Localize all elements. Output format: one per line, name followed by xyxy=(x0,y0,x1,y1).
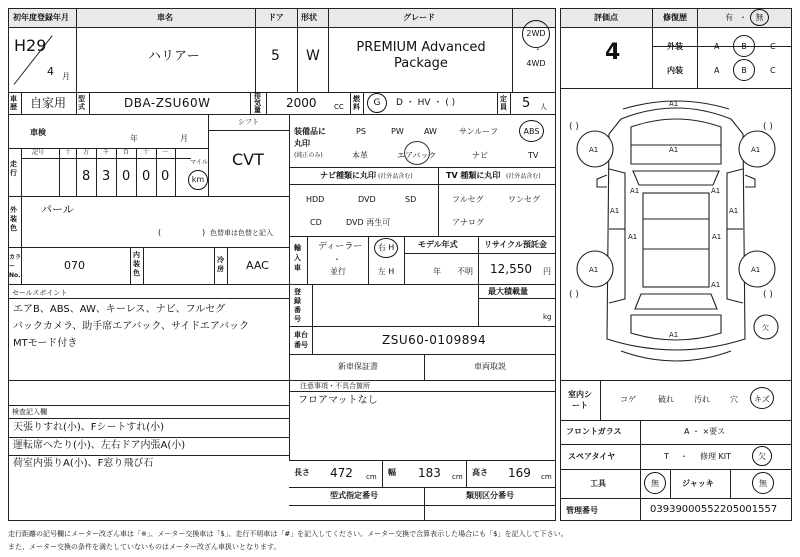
damage-mark-a1: A1 xyxy=(669,331,679,339)
right-hand: 右 H xyxy=(377,243,395,252)
usage-label: 車歴 xyxy=(10,95,17,111)
interior-label: 内装 xyxy=(667,66,683,75)
seat-scratch: キズ xyxy=(754,395,770,404)
svg-text:( ): ( ) xyxy=(763,290,773,300)
navi-title: ナビ種類に丸印 xyxy=(320,171,376,180)
equip-ps: PS xyxy=(356,127,366,136)
shift-label: シフト xyxy=(238,118,259,126)
type-no-label: 型式指定番号 xyxy=(330,491,378,500)
color-no-label: カラーNo. xyxy=(9,254,22,279)
navi-cd: CD xyxy=(310,218,322,227)
width-value: 183 xyxy=(418,466,441,480)
overall-score: 4 xyxy=(605,40,621,65)
recycle-yen: 円 xyxy=(543,267,551,276)
km-unit: km xyxy=(191,175,205,184)
sales-line: MTモード付き xyxy=(13,338,78,349)
mileage-digit: 0 xyxy=(161,169,170,184)
max-load-label: 最大積載量 xyxy=(488,287,528,296)
door-label: ドア xyxy=(268,13,284,22)
navi-sub: (社外品含む) xyxy=(378,173,413,180)
fuel-gasoline: G xyxy=(373,98,381,108)
exterior-b: B xyxy=(741,42,747,51)
tools-label: 工具 xyxy=(590,479,606,488)
right-mirror xyxy=(745,175,755,187)
height-label: 高さ xyxy=(472,468,488,477)
ac-label: 冷房 xyxy=(217,256,224,273)
interior-c: C xyxy=(770,66,776,75)
interior-color-label: 内装色 xyxy=(133,251,140,277)
notes-value: フロアマットなし xyxy=(298,395,378,406)
unit-one: 一 xyxy=(162,149,169,156)
color-no: 070 xyxy=(64,259,85,272)
model-year-unknown: 不明 xyxy=(457,267,473,276)
first-reg-month: 4 xyxy=(47,65,54,78)
damage-mark-a1: A1 xyxy=(751,146,761,154)
navi-dvd: DVD xyxy=(358,195,376,204)
mileage-digit: 0 xyxy=(142,169,151,184)
equip-navi: ナビ xyxy=(472,151,488,160)
spare-t: T xyxy=(664,452,669,461)
spare-tire-label: スペアタイヤ xyxy=(568,452,616,461)
equip-abs: ABS xyxy=(523,127,540,136)
exterior-color: パール xyxy=(41,203,74,216)
warranty-label: 新車保証書 xyxy=(338,362,378,371)
damage-mark-a1: A1 xyxy=(712,233,722,241)
damage-mark-a1: A1 xyxy=(628,233,638,241)
capacity-label: 定員 xyxy=(500,95,507,111)
model-name-label: 車名 xyxy=(157,13,173,22)
model-year-unit: 年 xyxy=(433,267,441,276)
length-label: 長さ xyxy=(294,468,310,477)
hood-outline xyxy=(631,119,721,164)
repair-none: 無 xyxy=(755,13,764,22)
left-mirror xyxy=(597,175,607,187)
damage-mark-missing: 欠 xyxy=(762,324,769,332)
mileage-digit: 8 xyxy=(82,169,91,184)
damage-mark-a1: A1 xyxy=(630,187,640,195)
interior-a: A xyxy=(714,66,720,75)
inspection-label: 車検 xyxy=(30,128,46,137)
first-reg-label: 初年度登録年月 xyxy=(13,13,69,22)
sales-line: エアB、ABS、AW、キーレス、ナビ、フルセグ xyxy=(13,304,226,315)
unit-hundred: 百 xyxy=(123,149,130,156)
jack-value: 無 xyxy=(759,479,767,488)
svg-text:( ): ( ) xyxy=(763,122,773,132)
right-doors-outline xyxy=(727,169,743,303)
model-code: DBA-ZSU60W xyxy=(124,96,211,110)
damage-mark-a1: A1 xyxy=(669,146,679,154)
equip-pw: PW xyxy=(391,127,404,136)
inspection-year-unit: 年 xyxy=(130,134,138,143)
left-doors-outline xyxy=(609,169,625,303)
recycle-label: リサイクル預託金 xyxy=(484,240,547,249)
equip-tv: TV xyxy=(528,151,539,160)
class-no-label: 類別区分番号 xyxy=(466,491,514,500)
left-hand: 左 H xyxy=(377,267,395,276)
inspector-line: 天張りすれ(小)、Fシートすれ(小) xyxy=(13,422,165,433)
roof-outline xyxy=(643,193,709,287)
mileage-label: 走行 xyxy=(10,160,17,177)
repaint-note: 色替車は色替と記入 xyxy=(210,229,273,237)
score-label: 評価点 xyxy=(594,13,618,22)
jack-label: ジャッキ xyxy=(682,479,714,488)
windshield-outline xyxy=(633,171,719,185)
management-no: 03939000552205001557 xyxy=(650,504,778,515)
rear-bumper-outline xyxy=(621,351,731,361)
grade-line-2: Package xyxy=(394,56,448,71)
drive-2wd: 2WD xyxy=(526,29,546,38)
door-count: 5 xyxy=(271,48,280,64)
notes-label: 注意事項・不具合箇所 xyxy=(300,382,370,390)
navi-dvd-play: DVD 再生可 xyxy=(346,218,391,227)
footer-note-1: 走行距離の記号欄にメーター改ざん車は「※」、メーター交換車は「$」、走行不明車は「#」を記入してください。メーター交換で合算表示した場合にも「$」を記入して下さい。 xyxy=(8,530,568,538)
damage-mark-a1: A1 xyxy=(589,146,599,154)
inspector-line: 荷室内張りA(小)、F窓り飛び石 xyxy=(13,458,154,469)
capacity: 5 xyxy=(522,96,531,111)
registration-label: 登録番号 xyxy=(294,288,301,323)
equipment-sub: (純正のみ) xyxy=(294,152,323,159)
fuel-options: D ・ HV ・ ( ) xyxy=(396,98,456,108)
management-no-label: 管理番号 xyxy=(566,506,598,515)
damage-mark-a1: A1 xyxy=(711,281,721,289)
exterior-label: 外装 xyxy=(667,42,683,51)
body-outline xyxy=(607,108,745,350)
body-shape: W xyxy=(306,48,320,64)
exterior-a: A xyxy=(714,42,720,51)
chassis-number: ZSU60-0109894 xyxy=(382,333,487,347)
tv-title: TV 種類に丸印 xyxy=(446,171,501,180)
import-dealer: ディーラー xyxy=(318,242,363,252)
rear-glass-outline xyxy=(635,294,717,309)
fuel-label: 燃料 xyxy=(353,95,360,111)
seat-stain: 汚れ xyxy=(694,395,710,404)
model-code-label: 型式 xyxy=(78,95,85,111)
usage-value: 自家用 xyxy=(30,96,67,110)
tv-sub: (社外品含む) xyxy=(506,173,541,180)
width-label: 幅 xyxy=(388,468,396,477)
seat-burn: コゲ xyxy=(620,395,636,404)
svg-text:( ): ( ) xyxy=(569,290,579,300)
unit-ten: 十 xyxy=(143,149,150,156)
windshield-label: フロントガラス xyxy=(566,427,622,436)
equip-airbag: エアバック xyxy=(397,151,437,160)
exterior-c: C xyxy=(770,42,776,51)
grade-line-1: PREMIUM Advanced xyxy=(356,40,486,55)
spare-missing: 欠 xyxy=(758,452,766,461)
month-unit: 月 xyxy=(62,72,70,81)
car-damage-diagram xyxy=(561,89,791,380)
interior-b: B xyxy=(741,66,747,75)
chassis-label: 車台番号 xyxy=(294,331,308,349)
unit-ten-thousand-ten: 十 xyxy=(65,149,72,156)
grade-label: グレード xyxy=(403,13,435,22)
sign-label: 記号 xyxy=(32,149,45,156)
model-year-label: モデル年式 xyxy=(418,240,458,249)
vehicle-name: ハリアー xyxy=(148,49,200,64)
damage-mark-a1: A1 xyxy=(729,207,739,215)
damage-mark-a1: A1 xyxy=(610,207,620,215)
damage-mark-a1: A1 xyxy=(711,187,721,195)
inspector-line: 運転席へたり(小)、左右ドア内張A(小) xyxy=(13,440,186,451)
damage-mark-a1: A1 xyxy=(751,266,761,274)
spare-kit: 修理 KIT xyxy=(700,452,732,461)
repair-history-label: 修復歴 xyxy=(663,13,687,22)
mileage-digit: 0 xyxy=(122,169,131,184)
first-reg-year: H29 xyxy=(14,36,47,55)
ac-value: AAC xyxy=(246,259,269,272)
inspector-label: 検査記入欄 xyxy=(12,408,47,416)
tv-fullseg: フルセグ xyxy=(452,195,484,204)
cc-unit: CC xyxy=(334,103,344,111)
displacement: 2000 xyxy=(286,96,317,110)
displacement-label: 排気量 xyxy=(254,92,261,114)
import-parallel: 並行 xyxy=(330,267,346,276)
tv-analog: アナログ xyxy=(452,218,484,227)
manual-label: 車両取説 xyxy=(474,362,506,371)
tv-oneseg: ワンセグ xyxy=(508,195,540,204)
seat-label: 室内シート xyxy=(568,390,592,410)
repair-yes: 有 xyxy=(725,13,733,22)
sales-line: バックカメラ、助手席エアバック、サイドエアバック xyxy=(13,321,250,332)
navi-hdd: HDD xyxy=(306,195,325,204)
windshield-value: A ・ ×要ス xyxy=(684,427,726,436)
height-value: 169 xyxy=(508,466,531,480)
inspection-month-unit: 月 xyxy=(180,134,188,143)
seat-tear: 破れ xyxy=(658,395,674,404)
max-load-kg: kg xyxy=(543,313,552,321)
tools-value: 無 xyxy=(651,479,659,488)
equip-leather: 本革 xyxy=(352,151,368,160)
exterior-color-label: 外装色 xyxy=(10,206,17,232)
svg-text:( ): ( ) xyxy=(569,122,579,132)
length-value: 472 xyxy=(330,466,353,480)
footer-note-2: また、メーター交換の条件を満たしていないものはメーター改ざん車扱いとなります。 xyxy=(8,543,281,551)
damage-mark-a1: A1 xyxy=(669,100,679,108)
mile-label: マイル xyxy=(190,159,208,166)
capacity-unit: 人 xyxy=(540,103,547,111)
shift-value: CVT xyxy=(232,150,264,169)
unit-ten-thousand: 万 xyxy=(83,149,90,156)
import-label: 輸入車 xyxy=(294,244,301,272)
equipment-label: 装備品に丸印 xyxy=(294,127,326,148)
damage-mark-a1: A1 xyxy=(589,266,599,274)
mileage-digit: 3 xyxy=(102,169,111,184)
recycle-fee: 12,550 xyxy=(490,262,532,276)
sales-point-label: セールスポイント xyxy=(12,289,68,297)
equip-sunroof: サンルーフ xyxy=(459,127,498,136)
unit-thousand: 千 xyxy=(103,149,110,156)
drive-4wd: 4WD xyxy=(526,59,546,68)
seat-hole: 穴 xyxy=(730,395,738,404)
equip-aw: AW xyxy=(424,127,437,136)
shape-label: 形状 xyxy=(301,13,317,22)
navi-sd: SD xyxy=(405,195,417,204)
